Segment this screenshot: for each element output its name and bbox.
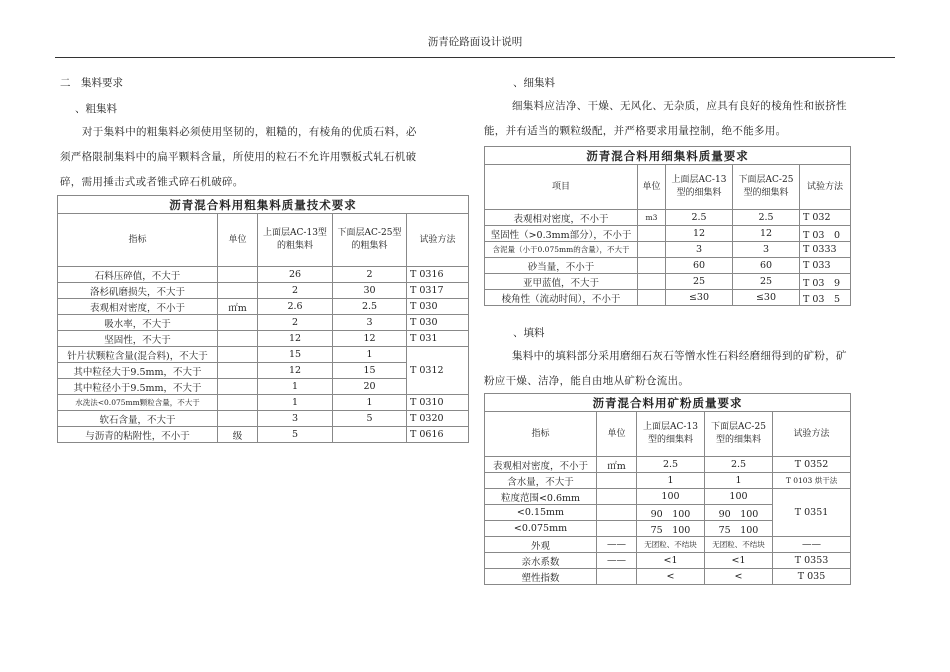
cell: T 03 0 (800, 226, 851, 242)
cell: 3 (258, 411, 333, 427)
table-row (58, 315, 469, 331)
cell: 5 (258, 427, 333, 443)
cell (597, 505, 637, 521)
cell: 90 100 (705, 505, 773, 521)
cell: 25 (666, 274, 733, 290)
table-title: 沥青混合料用细集料质量要求 (485, 147, 851, 165)
cell: 2 (333, 267, 407, 283)
cell: —— (597, 537, 637, 553)
cell: 外观 (485, 537, 597, 553)
cell: 含泥量（小于0.075mm的含量），不大于 (485, 242, 638, 258)
table-row (485, 226, 851, 242)
cell: 12 (333, 331, 407, 347)
filler-paragraph-line-1: 集料中的填料部分采用磨细石灰石等憎水性石料经磨细得到的矿粉，矿 (512, 350, 847, 362)
header-cell: 下面层AC-25型的细集料 (733, 165, 800, 210)
cell (218, 267, 258, 283)
header-cell: 下面层AC-25型的细集料 (705, 412, 773, 457)
cell: T 0333 (800, 242, 851, 258)
cell: < (637, 569, 705, 585)
cell: 12 (733, 226, 800, 242)
header-cell: 指标 (58, 214, 218, 267)
cell: 塑性指数 (485, 569, 597, 585)
cell: ㎡m (597, 457, 637, 473)
cell: 60 (733, 258, 800, 274)
cell: ≤30 (666, 290, 733, 306)
cell: <1 (637, 553, 705, 569)
cell: T 0316 (407, 267, 469, 283)
cell: ㎡m (218, 299, 258, 315)
table-row (485, 242, 851, 258)
cell: 3 (333, 315, 407, 331)
cell: T 035 (773, 569, 851, 585)
cell: T 0317 (407, 283, 469, 299)
cell: T 0351 (773, 489, 851, 537)
cell: T 0616 (407, 427, 469, 443)
cell (638, 226, 666, 242)
cell: <0.15mm (485, 505, 597, 521)
filler-paragraph-line-2: 粉应干燥、洁净，能自由地从矿粉仓流出。 (484, 375, 690, 387)
cell: 3 (733, 242, 800, 258)
cell: 含水量，不大于 (485, 473, 597, 489)
table-title: 沥青混合料用粗集料质量技术要求 (58, 196, 469, 214)
table-row (485, 210, 851, 226)
cell: T 0320 (407, 411, 469, 427)
cell: 25 (733, 274, 800, 290)
cell (218, 395, 258, 411)
cell: 2.5 (333, 299, 407, 315)
cell: 1 (705, 473, 773, 489)
table-row (485, 457, 851, 473)
cell: 2.5 (733, 210, 800, 226)
cell: 软石含量，不大于 (58, 411, 218, 427)
cell: 1 (258, 395, 333, 411)
cell: T 030 (407, 299, 469, 315)
table-row (58, 347, 469, 363)
header-cell: 下面层AC-25型的粗集料 (333, 214, 407, 267)
cell: T 0103 烘干法 (773, 473, 851, 489)
cell: 石料压碎值，不大于 (58, 267, 218, 283)
cell: 90 100 (637, 505, 705, 521)
cell: <1 (705, 553, 773, 569)
table-row (485, 473, 851, 489)
cell (333, 427, 407, 443)
fine-aggregate-heading: 、细集料 (513, 77, 555, 89)
cell: —— (773, 537, 851, 553)
cell: 针片状颗粒含量(混合料)，不大于 (58, 347, 218, 363)
cell: 1 (333, 395, 407, 411)
cell: 坚固性，不大于 (58, 331, 218, 347)
cell (597, 521, 637, 537)
cell: 1 (637, 473, 705, 489)
cell: 30 (333, 283, 407, 299)
table-row (58, 331, 469, 347)
cell: 无团粒、不结块 (637, 537, 705, 553)
cell: 1 (258, 379, 333, 395)
header-cell: 试验方法 (407, 214, 469, 267)
coarse-aggregate-heading: 、粗集料 (75, 103, 117, 115)
filler-heading: 、填料 (513, 327, 545, 339)
cell: < (705, 569, 773, 585)
table-row (485, 553, 851, 569)
table-row (58, 427, 469, 443)
cell (597, 489, 637, 505)
cell: —— (597, 553, 637, 569)
table-row (485, 537, 851, 553)
cell (638, 274, 666, 290)
cell (218, 411, 258, 427)
cell: 100 (637, 489, 705, 505)
cell: 2.5 (666, 210, 733, 226)
fine-paragraph-line-2: 能，并有适当的颗粒级配，并严格要求用量控制，绝不能多用。 (484, 125, 787, 137)
cell: m3 (638, 210, 666, 226)
header-cell: 指标 (485, 412, 597, 457)
coarse-aggregate-table (57, 195, 469, 443)
table-row (58, 267, 469, 283)
cell: 与沥青的粘附性，不小于 (58, 427, 218, 443)
cell (597, 569, 637, 585)
cell: 2.5 (705, 457, 773, 473)
cell: 12 (666, 226, 733, 242)
header-cell: 单位 (638, 165, 666, 210)
cell: T 032 (800, 210, 851, 226)
cell: T 0312 (407, 347, 469, 395)
cell (638, 242, 666, 258)
cell: 2.6 (258, 299, 333, 315)
cell (218, 283, 258, 299)
cell: 2.5 (637, 457, 705, 473)
section-title: 二 集料要求 (60, 77, 123, 89)
cell: 表观相对密度，不小于 (485, 210, 638, 226)
header-cell: 试验方法 (800, 165, 851, 210)
cell: 洛杉矶磨损失，不大于 (58, 283, 218, 299)
cell (597, 473, 637, 489)
cell: ≤30 (733, 290, 800, 306)
cell: 2 (258, 315, 333, 331)
table-row (485, 569, 851, 585)
table-row (485, 274, 851, 290)
cell: 无团粒、不结块 (705, 537, 773, 553)
header-cell: 上面层AC-13型的细集料 (637, 412, 705, 457)
table-row (58, 299, 469, 315)
cell: 吸水率，不大于 (58, 315, 218, 331)
header-cell: 单位 (597, 412, 637, 457)
fine-paragraph-line-1: 细集料应洁净、干燥、无风化、无杂质，应具有良好的棱角性和嵌挤性 (512, 100, 847, 112)
cell: 其中粒径大于9.5mm，不大于 (58, 363, 218, 379)
filler-table (484, 393, 851, 585)
page-header-title: 沥青砼路面设计说明 (427, 36, 523, 48)
cell: 75 100 (637, 521, 705, 537)
cell: 坚固性（>0.3mm部分），不小于 (485, 226, 638, 242)
cell: 表观相对密度，不小于 (58, 299, 218, 315)
cell: 15 (258, 347, 333, 363)
table-row (58, 283, 469, 299)
table-row (58, 411, 469, 427)
cell (218, 363, 258, 379)
cell: T 031 (407, 331, 469, 347)
header-cell: 上面层AC-13型的细集料 (666, 165, 733, 210)
cell: T 0352 (773, 457, 851, 473)
cell: 粒度范围<0.6mm (485, 489, 597, 505)
cell: 亲水系数 (485, 553, 597, 569)
cell: 1 (333, 347, 407, 363)
cell: 12 (258, 363, 333, 379)
cell: 5 (333, 411, 407, 427)
table-row (485, 258, 851, 274)
cell: 水洗法<0.075mm颗粒含量，不大于 (58, 395, 218, 411)
table-row (58, 395, 469, 411)
cell: 其中粒径小于9.5mm，不大于 (58, 379, 218, 395)
table-row (485, 290, 851, 306)
table-row (485, 489, 851, 505)
cell: 2 (258, 283, 333, 299)
header-cell: 上面层AC-13型的粗集料 (258, 214, 333, 267)
cell: 20 (333, 379, 407, 395)
cell: T 033 (800, 258, 851, 274)
header-cell: 项目 (485, 165, 638, 210)
cell (218, 379, 258, 395)
header-cell: 试验方法 (773, 412, 851, 457)
cell: 26 (258, 267, 333, 283)
fine-aggregate-table (484, 146, 851, 306)
cell (638, 258, 666, 274)
cell: 60 (666, 258, 733, 274)
cell: 12 (258, 331, 333, 347)
cell (638, 290, 666, 306)
coarse-paragraph-line-3: 碎，需用捶击式或者锥式碎石机破碎。 (60, 176, 244, 188)
cell: T 0353 (773, 553, 851, 569)
cell: 砂当量，不小于 (485, 258, 638, 274)
coarse-paragraph-line-2: 须严格限制集料中的扁平颗料含量，所使用的粒石不允许用颚板式轧石机破 (60, 151, 417, 163)
header-divider (55, 57, 895, 58)
cell: 100 (705, 489, 773, 505)
cell (218, 315, 258, 331)
cell: 级 (218, 427, 258, 443)
cell: 表观相对密度，不小于 (485, 457, 597, 473)
cell: T 0310 (407, 395, 469, 411)
cell (218, 347, 258, 363)
cell: T 03 9 (800, 274, 851, 290)
cell: 亚甲蓝值，不大于 (485, 274, 638, 290)
cell: 棱角性（流动时间），不小于 (485, 290, 638, 306)
cell (218, 331, 258, 347)
table-title: 沥青混合料用矿粉质量要求 (485, 394, 851, 412)
cell: <0.075mm (485, 521, 597, 537)
cell: T 030 (407, 315, 469, 331)
header-cell: 单位 (218, 214, 258, 267)
cell: 3 (666, 242, 733, 258)
cell: 75 100 (705, 521, 773, 537)
cell: 15 (333, 363, 407, 379)
cell: T 03 5 (800, 290, 851, 306)
coarse-paragraph-line-1: 对于集料中的粗集料必须使用坚韧的，粗糙的，有棱角的优质石料，必 (82, 126, 417, 138)
